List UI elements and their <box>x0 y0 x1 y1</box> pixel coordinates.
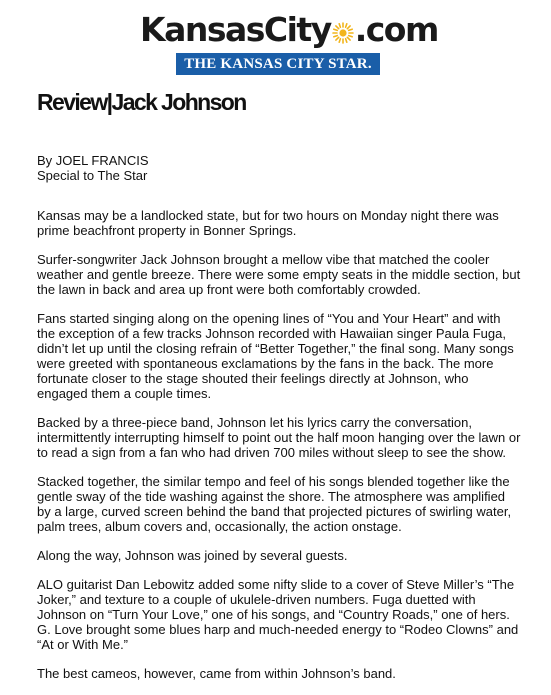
logo-word: KansasCity <box>140 10 331 49</box>
article-paragraph: Along the way, Johnson was joined by several guests. <box>37 548 348 563</box>
kansas-city-star-banner: THE KANSAS CITY STAR. <box>176 53 380 75</box>
article-paragraph: Surfer-songwriter Jack Johnson brought a mellow vibe that matched the cooler weather and gentle breeze. There were some empty seats in the middle section, but the lawn in back and area up front were both comfortably crowded. <box>37 252 521 297</box>
article-paragraph: Backed by a three-piece band, Johnson let his lyrics carry the conversation, intermittently interrupting himself to point out the half moon hanging over the lawn or to read a sign from a fan who had driven 700 miles without sleep to see the show. <box>37 415 521 460</box>
article-paragraph: ALO guitarist Dan Lebowitz added some nifty slide to a cover of Steve Miller’s “The Joker,” and texture to a couple of ukulele-driven numbers. Fuga duetted with Johnson on “Turn Your Love,” one of his songs, and “Country Roads,” one of hers. G. Love brought some blues harp and much-needed energy to “Rodeo Clowns” and “At or With Me.” <box>37 577 519 652</box>
byline-author: By JOEL FRANCIS <box>37 153 149 168</box>
sun-icon <box>332 22 354 44</box>
byline <box>37 153 148 183</box>
article-headline: Review|Jack Johnson <box>37 89 246 115</box>
logo-wordmark <box>140 8 438 50</box>
article-paragraph: Fans started singing along on the opening lines of “You and Your Heart” and with the exception of a few tracks Johnson recorded with Hawaiian singer Paula Fuga, didn’t let up until the closing refrain of “Better Together,” the final song. Many songs were greeted with spontaneous exclamations by the fans in the back. The more fortunate closer to the stage shouted their feelings directly at Johnson, who engaged them a couple times. <box>37 311 514 401</box>
article-body <box>37 208 521 695</box>
article-paragraph: Kansas may be a landlocked state, but for two hours on Monday night there was prime beachfront property in Bonner Springs. <box>37 208 499 238</box>
article-paragraph: Stacked together, the similar tempo and feel of his songs blended together like the gentle sway of the tide washing against the shore. The atmosphere was amplified by a large, curved screen behind the band that projected pictures of swirling water, palm trees, album covers and, occasionally, the action onstage. <box>37 474 512 534</box>
byline-affiliation: Special to The Star <box>37 168 148 183</box>
logo-tld: .com <box>354 10 438 49</box>
article-paragraph: The best cameos, however, came from within Johnson’s band. <box>37 666 396 681</box>
masthead-logo[interactable] <box>140 8 438 76</box>
